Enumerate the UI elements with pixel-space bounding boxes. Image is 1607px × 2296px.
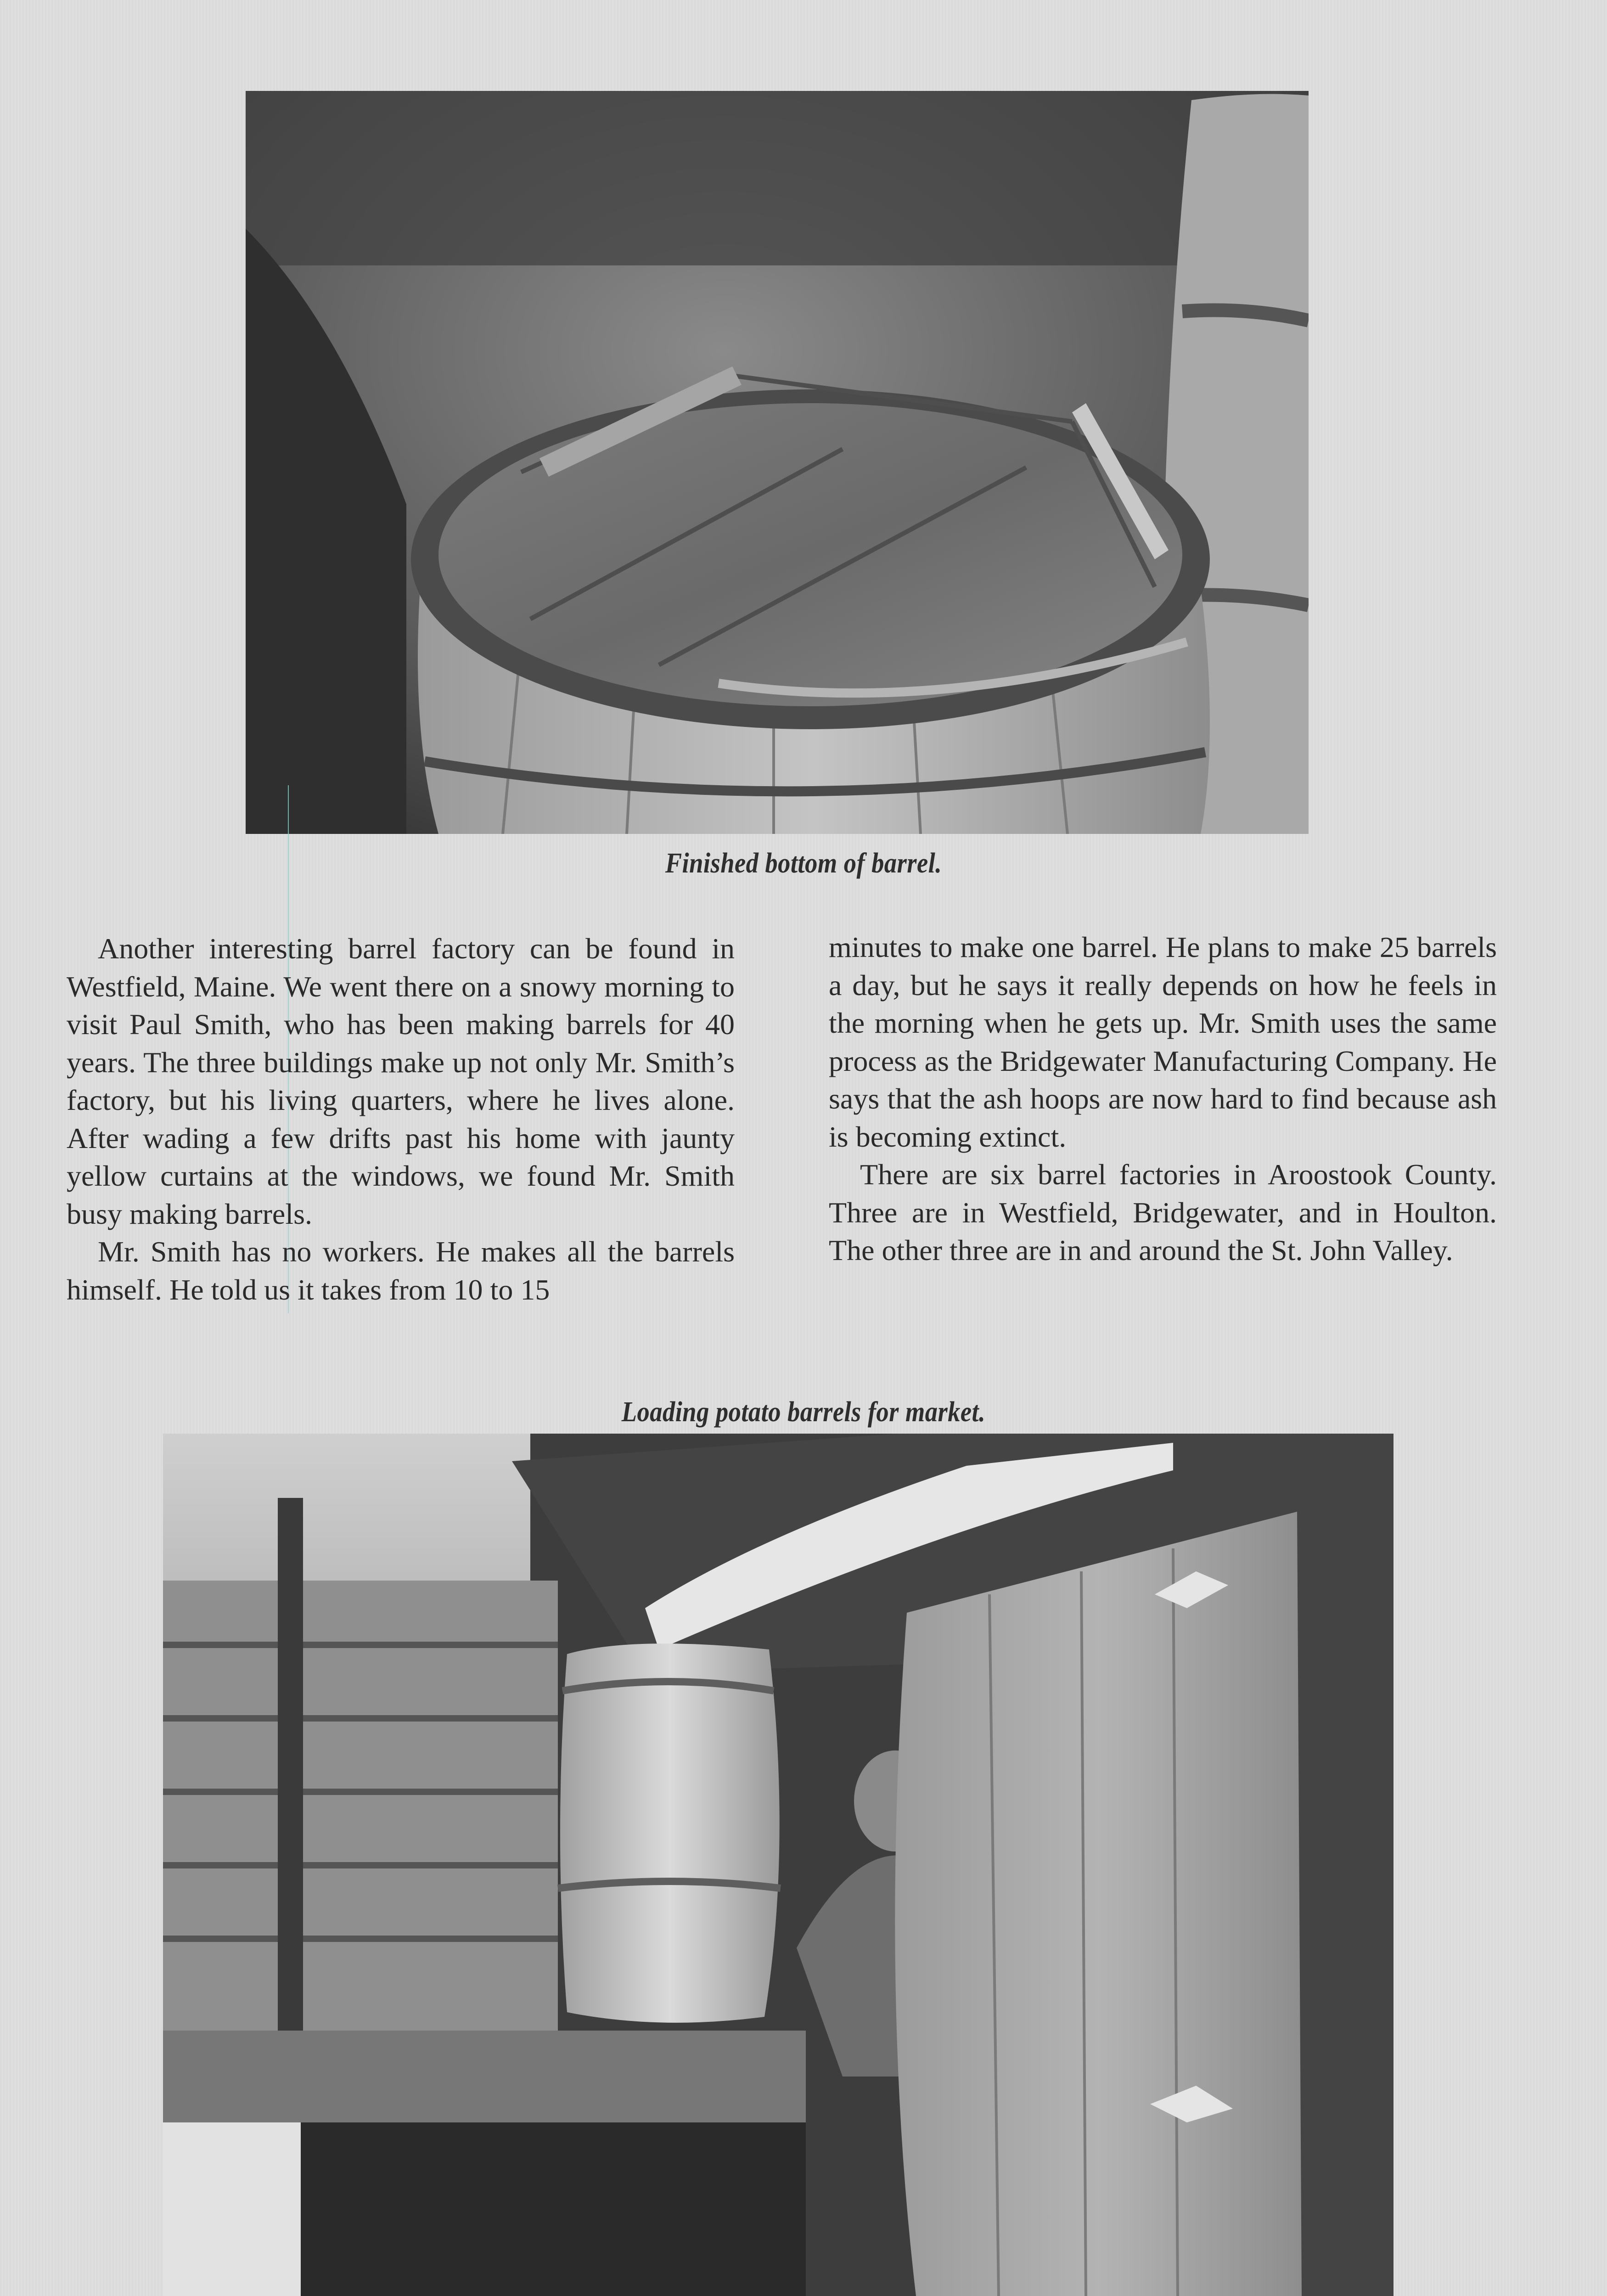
article-paragraph: Mr. Smith has no workers. He makes all the barrels himself. He told us it takes from 10 to 15 xyxy=(67,1235,735,1306)
article-paragraph: Another interesting barrel factory can be found in Westfield, Maine. We went there on a snowy morning to visit Paul Smith, who has been making barrels for 40 years. The three buildings make up not only Mr. Smith’s factory, but his living quarters, where he lives alone. After wading a few drifts past his home with jaunty yellow curtains at the windows, we found Mr. Smith busy making barrels. xyxy=(67,932,735,1230)
figure-caption-barrel: Finished bottom of barrel. xyxy=(665,848,942,879)
finished-barrel-bottom-photo xyxy=(246,91,1309,834)
article-paragraph: There are six barrel factories in Aroostook County. Three are in Westfield, Bridgewater, and in Houlton. The other three are in and around the St. John Valley. xyxy=(829,1158,1497,1266)
article-column-right xyxy=(829,929,1497,1270)
article-column-left xyxy=(67,930,735,1309)
article-paragraph: minutes to make one barrel. He plans to make 25 barrels a day, but he says it really depends on how he feels in the morning when he gets up. Mr. Smith uses the same process as the Bridgewater Manufacturing Company. He says that the ash hoops are now hard to find because ash is becoming extinct. xyxy=(829,931,1497,1153)
loading-barrels-photo xyxy=(163,1434,1393,2296)
loading-photo-illustration xyxy=(163,1434,1393,2296)
figure-caption-loading: Loading potato barrels for market. xyxy=(621,1396,986,1428)
barrel-photo-illustration xyxy=(246,91,1309,834)
